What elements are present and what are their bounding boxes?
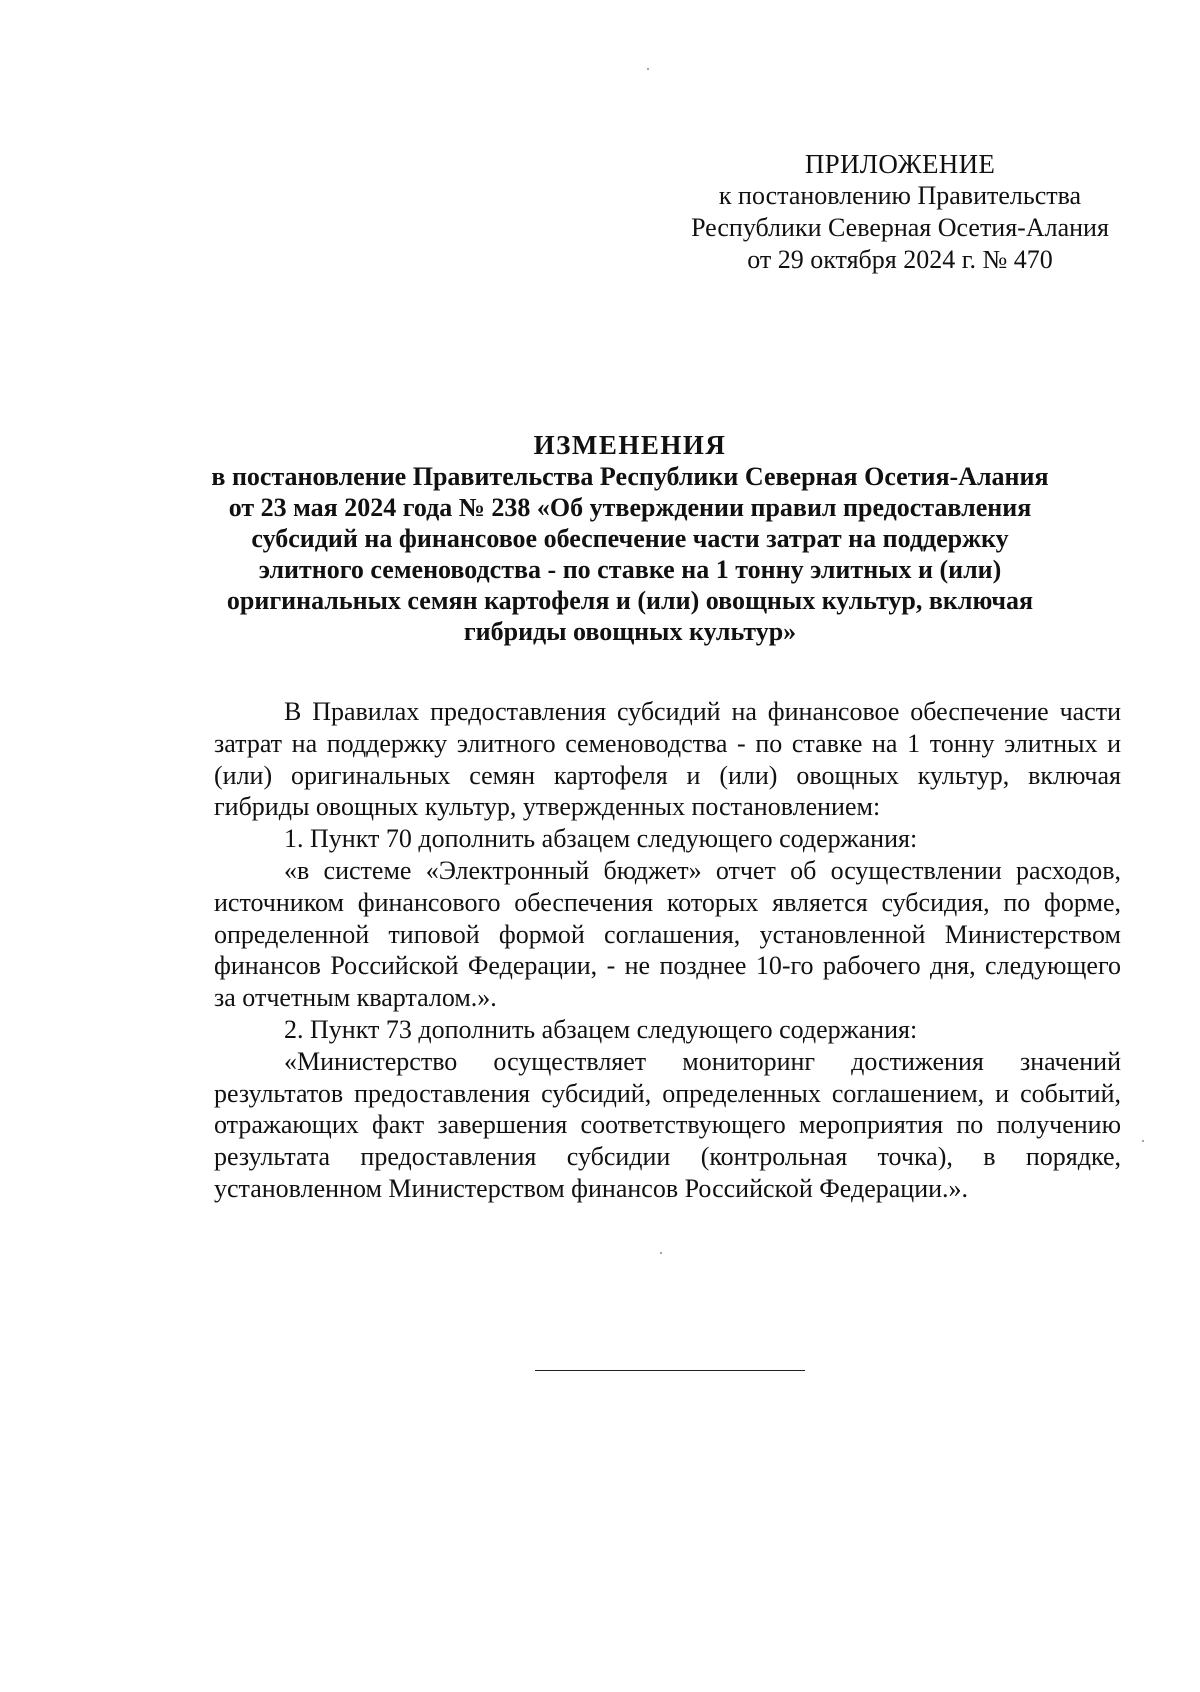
appendix-line-1: к постановлению Правительства: [718, 181, 1082, 210]
heading-title: ИЗМЕНЕНИЯ: [533, 430, 727, 460]
item-2-text: «Министерство осуществляет мониторинг достижения значений результатов предоставления субсидий, определенных соглашением, и событий, отражающих факт завершения соответствующего мероприятия по получению результата предоставления субсидии (контрольная точка), в порядке, установленном Министерством финансов Российской Федерации.».: [214, 1046, 1121, 1203]
scan-speck: [647, 68, 649, 70]
document-body: [214, 696, 1121, 1205]
heading-line: от 23 мая 2024 года № 238 «Об утверждении правил предоставления: [228, 493, 1032, 522]
item-1-text: «в системе «Электронный бюджет» отчет об осуществлении расходов, источником финансового обеспечения которых является субсидия, по форме, определенной типовой формой соглашения, установленной Министерством финансов Российской Федерации, - не позднее 10-го рабочего дня, следующего за отчетным кварталом.».: [214, 855, 1121, 1013]
heading-line: оригинальных семян картофеля и (или) овощных культур, включая: [226, 586, 1034, 615]
document-heading: [190, 430, 1070, 647]
appendix-line-3: от 29 октября 2024 г. № 470: [747, 245, 1053, 274]
appendix-block: [660, 148, 1140, 276]
heading-line: гибриды овощных культур»: [463, 617, 797, 646]
appendix-title: ПРИЛОЖЕНИЕ: [804, 149, 996, 179]
heading-line: в постановление Правительства Республики Северная Осетия-Алания: [211, 462, 1049, 491]
intro-paragraph: В Правилах предоставления субсидий на финансовое обеспечение части затрат на поддержку элитного семеноводства - по ставке на 1 тонну элитных и (или) оригинальных семян картофеля и (или) овощных культур, включая гибриды овощных культур, утвержденных постановлением:: [214, 697, 1121, 822]
scan-speck: [1142, 1140, 1144, 1142]
closing-separator-line: [535, 1370, 805, 1371]
scan-speck: [660, 1252, 662, 1254]
item-2-label: 2. Пункт 73 дополнить абзацем следующего содержания:: [284, 1014, 918, 1044]
heading-line: субсидий на финансовое обеспечение части затрат на поддержку: [251, 524, 1009, 553]
item-1-label: 1. Пункт 70 дополнить абзацем следующего содержания:: [284, 824, 918, 854]
heading-line: элитного семеноводства - по ставке на 1 тонну элитных и (или): [258, 555, 1002, 584]
appendix-line-2: Республики Северная Осетия-Алания: [691, 213, 1109, 242]
